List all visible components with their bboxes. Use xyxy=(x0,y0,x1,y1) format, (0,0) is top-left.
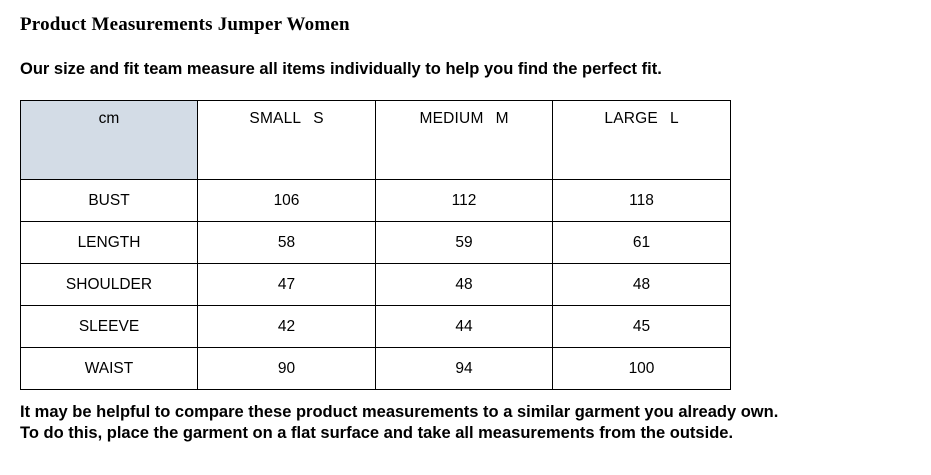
table-row xyxy=(21,264,731,306)
size-abbr-large: L xyxy=(669,110,679,127)
footer-line-2: To do this, place the garment on a flat surface and take all measurements from the outside. xyxy=(20,424,734,442)
cell-shoulder-large: 48 xyxy=(553,264,731,306)
row-label-sleeve: SLEEVE xyxy=(21,306,198,348)
footer-line-1: It may be helpful to compare these product measurements to a similar garment you already own. xyxy=(20,403,779,421)
cell-length-large: 61 xyxy=(553,222,731,264)
cell-sleeve-small: 42 xyxy=(198,306,376,348)
cell-sleeve-large: 45 xyxy=(553,306,731,348)
size-name-small: SMALL xyxy=(249,110,302,127)
footer-note xyxy=(20,402,911,444)
cell-length-small: 58 xyxy=(198,222,376,264)
table-row xyxy=(21,180,731,222)
size-header-large xyxy=(553,101,731,180)
cell-waist-medium: 94 xyxy=(376,348,553,390)
row-label-waist: WAIST xyxy=(21,348,198,390)
size-abbr-medium: M xyxy=(495,110,509,127)
cell-bust-small: 106 xyxy=(198,180,376,222)
table-row xyxy=(21,222,731,264)
page-title: Product Measurements Jumper Women xyxy=(20,14,350,35)
table-row xyxy=(21,306,731,348)
size-name-large: LARGE xyxy=(604,110,658,127)
cell-shoulder-medium: 48 xyxy=(376,264,553,306)
measurements-table-container xyxy=(20,100,730,390)
cell-sleeve-medium: 44 xyxy=(376,306,553,348)
size-header-small xyxy=(198,101,376,180)
intro-text: Our size and fit team measure all items individually to help you find the perfect fit. xyxy=(20,60,662,78)
unit-header-cell: cm xyxy=(21,101,198,180)
size-header-medium xyxy=(376,101,553,180)
cell-shoulder-small: 47 xyxy=(198,264,376,306)
cell-bust-medium: 112 xyxy=(376,180,553,222)
row-label-bust: BUST xyxy=(21,180,198,222)
table-row xyxy=(21,348,731,390)
cell-bust-large: 118 xyxy=(553,180,731,222)
row-label-length: LENGTH xyxy=(21,222,198,264)
size-abbr-small: S xyxy=(313,110,324,127)
size-name-medium: MEDIUM xyxy=(419,110,484,127)
measurements-table xyxy=(20,100,731,390)
cell-waist-large: 100 xyxy=(553,348,731,390)
table-header-row xyxy=(21,101,731,180)
row-label-shoulder: SHOULDER xyxy=(21,264,198,306)
cell-length-medium: 59 xyxy=(376,222,553,264)
cell-waist-small: 90 xyxy=(198,348,376,390)
